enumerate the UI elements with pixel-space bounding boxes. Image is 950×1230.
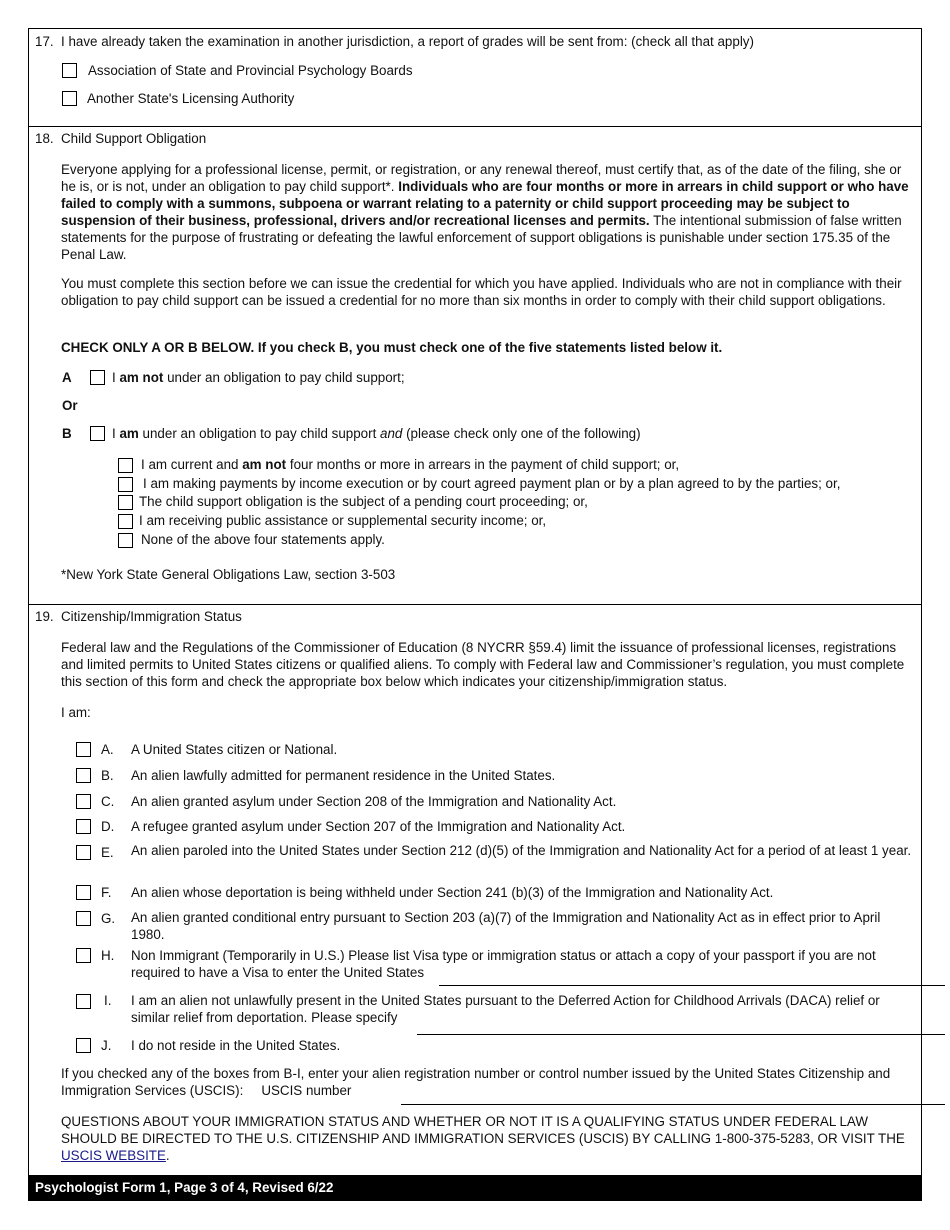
option-letter: C. xyxy=(101,794,115,809)
option-text: An alien granted conditional entry pursuant to Section 203 (a)(7) of the Immigration and Nationality Act as in effect prior to April 1980. xyxy=(131,910,881,942)
option-letter: G. xyxy=(101,911,116,926)
public-assistance-checkbox[interactable] xyxy=(118,514,133,529)
deportation-withheld-checkbox[interactable] xyxy=(76,885,91,900)
citizen-checkbox[interactable] xyxy=(76,742,91,757)
uscis-number-input-line[interactable] xyxy=(401,1104,945,1105)
citizenship-intro: Federal law and the Regulations of the Commissioner of Education (8 NYCRR §59.4) limit the issuance of professional licenses, registrations and limited permits to United States citizens or qualified aliens. To comply with Federal law and Commissioner’s regulation, you must complete this section of this form and check the appropriate box below which indicates your citizenship/immigration status. xyxy=(61,640,905,689)
uscis-number-label: USCIS number xyxy=(261,1083,352,1098)
footnote: *New York State General Obligations Law, section 3-503 xyxy=(61,567,396,582)
question-text: I have already taken the examination in another jurisdiction, a report of grades will be sent from: (check all that apply) xyxy=(61,34,754,49)
option-text: Non Immigrant (Temporarily in U.S.) Please list Visa type or immigration status or attach a copy of your passport if you are not required to have a Visa to enter the United States xyxy=(131,948,876,980)
option-b-letter: B xyxy=(62,426,72,441)
question-18-section xyxy=(29,126,921,605)
question-number: 18. xyxy=(35,131,54,146)
income-execution-checkbox[interactable] xyxy=(118,477,133,492)
child-support-paragraph: Everyone applying for a professional license, permit, or registration, or any renewal thereof, must certify that, as of the date of the filing, she or he is, or is not, under an obligation to pay child support*. Individuals who are four months or more in arrears in child support or who have failed to comply with a summons, subpoena or warrant relating to a paternity or child support proceeding may be subject to suspension of their business, professional, drivers and/or recreational licenses and permits. The intentional submission of false written statements for the purpose of frustrating or defeating the lawful enforcement of support obligations is punishable under section 175.35 of the Penal Law. xyxy=(61,162,909,262)
form-footer: Psychologist Form 1, Page 3 of 4, Revised 6/22 xyxy=(29,1175,921,1200)
option-letter: H. xyxy=(101,948,115,963)
compliance-paragraph: You must complete this section before we can issue the credential for which you have applied. Individuals who are not in compliance with their obligation to pay child support can be issued a credential for no more than six months in order to comply with their child support obligations. xyxy=(61,276,902,308)
option-letter: A. xyxy=(101,742,114,757)
option-text: I do not reside in the United States. xyxy=(131,1038,341,1053)
option-letter: B. xyxy=(101,768,114,783)
uscis-website-link[interactable]: USCIS WEBSITE xyxy=(61,1148,166,1163)
current-payments-label: I am current and am not four months or more in arrears in the payment of child support; or, xyxy=(141,457,680,472)
income-execution-label: I am making payments by income execution or by court agreed payment plan or by a plan agreed to by the parties; or, xyxy=(143,476,841,491)
visa-type-input-line[interactable] xyxy=(439,985,945,986)
other-state-label: Another State's Licensing Authority xyxy=(87,91,295,106)
option-letter: J. xyxy=(101,1038,112,1053)
non-resident-checkbox[interactable] xyxy=(76,1038,91,1053)
asylum-checkbox[interactable] xyxy=(76,794,91,809)
option-b-checkbox[interactable] xyxy=(90,426,105,441)
i-am-label: I am: xyxy=(61,705,91,720)
option-text: A refugee granted asylum under Section 207 of the Immigration and Nationality Act. xyxy=(131,819,626,834)
option-text: A United States citizen or National. xyxy=(131,742,338,757)
pending-proceeding-checkbox[interactable] xyxy=(118,495,133,510)
option-text: An alien granted asylum under Section 208 of the Immigration and Nationality Act. xyxy=(131,794,617,809)
daca-checkbox[interactable] xyxy=(76,994,91,1009)
immigration-questions-notice: QUESTIONS ABOUT YOUR IMMIGRATION STATUS AND WHETHER OR NOT IT IS A QUALIFYING STATUS UNDER FEDERAL LAW SHOULD BE DIRECTED TO THE U.S. CITIZENSHIP AND IMMIGRATION SERVICES (USCIS) BY CALLING 1-800-375-5283, OR VISIT THE USCIS WEBSITE. xyxy=(61,1114,905,1163)
refugee-checkbox[interactable] xyxy=(76,819,91,834)
option-a-letter: A xyxy=(62,370,72,385)
option-letter: D. xyxy=(101,819,115,834)
option-letter: F. xyxy=(101,885,112,900)
or-label: Or xyxy=(62,398,78,413)
daca-specify-input-line[interactable] xyxy=(417,1034,945,1035)
option-a-label: I am not under an obligation to pay child support; xyxy=(112,370,405,385)
option-text: An alien paroled into the United States under Section 212 (d)(5) of the Immigration and Nationality Act for a period of at least 1 year. xyxy=(131,843,912,858)
public-assistance-label: I am receiving public assistance or supplemental security income; or, xyxy=(139,513,547,528)
question-number: 19. xyxy=(35,609,54,624)
option-letter: I. xyxy=(104,993,112,1008)
paroled-checkbox[interactable] xyxy=(76,845,91,860)
current-payments-checkbox[interactable] xyxy=(118,458,133,473)
option-text: An alien whose deportation is being withheld under Section 241 (b)(3) of the Immigration and Nationality Act. xyxy=(131,885,774,900)
none-apply-label: None of the above four statements apply. xyxy=(141,532,385,547)
question-17-section xyxy=(29,29,921,127)
uscis-instructions: If you checked any of the boxes from B-I, enter your alien registration number or control number issued by the United States Citizenship and Immigration Services (USCIS): USCIS number xyxy=(61,1066,891,1098)
non-immigrant-checkbox[interactable] xyxy=(76,948,91,963)
option-text: I am an alien not unlawfully present in the United States pursuant to the Deferred Action for Childhood Arrivals (DACA) relief or similar relief from deportation. Please specify xyxy=(131,993,880,1025)
application-form xyxy=(28,28,922,1201)
none-apply-checkbox[interactable] xyxy=(118,533,133,548)
question-19-section xyxy=(29,604,921,1175)
asppb-label: Association of State and Provincial Psychology Boards xyxy=(88,63,413,78)
option-text: An alien lawfully admitted for permanent residence in the United States. xyxy=(131,768,556,783)
permanent-resident-checkbox[interactable] xyxy=(76,768,91,783)
question-number: 17. xyxy=(35,34,54,49)
asppb-checkbox[interactable] xyxy=(62,63,77,78)
section-title: Citizenship/Immigration Status xyxy=(61,609,242,624)
other-state-checkbox[interactable] xyxy=(62,91,77,106)
option-b-label: I am under an obligation to pay child support and (please check only one of the following) xyxy=(112,426,641,441)
conditional-entry-checkbox[interactable] xyxy=(76,911,91,926)
pending-proceeding-label: The child support obligation is the subject of a pending court proceeding; or, xyxy=(139,494,588,509)
option-a-checkbox[interactable] xyxy=(90,370,105,385)
check-instruction: CHECK ONLY A OR B BELOW. If you check B, you must check one of the five statements listed below it. xyxy=(61,340,723,355)
option-letter: E. xyxy=(101,845,114,860)
section-title: Child Support Obligation xyxy=(61,131,207,146)
